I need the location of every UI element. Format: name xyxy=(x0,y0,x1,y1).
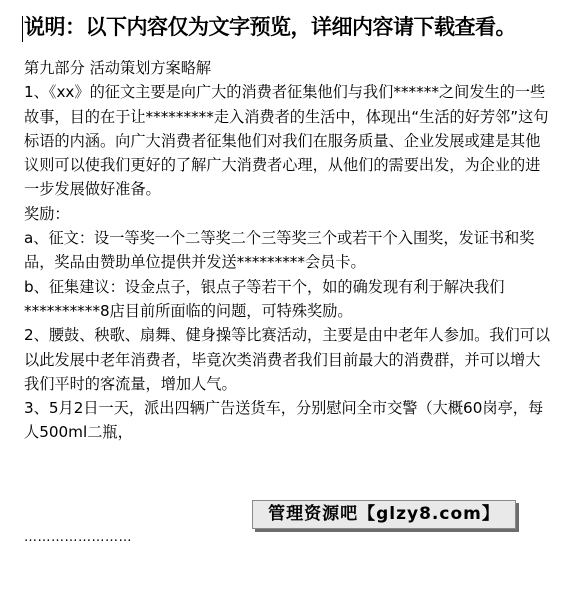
watermark-banner: 管理资源吧【glzy8.com】 xyxy=(252,500,516,529)
trailing-dots: …………………… xyxy=(24,530,132,545)
preview-notice: 说明：以下内容仅为文字预览，详细内容请下载查看。 xyxy=(24,15,516,39)
paragraph-reward-heading: 奖励： xyxy=(24,204,70,223)
section-title: 第九部分 活动策划方案略解 xyxy=(24,59,212,77)
paragraph-2: 2、腰鼓、秧歌、扇舞、健身操等比赛活动，主要是由中老年人参加。我们可以以此发展中老年消费者，毕竟次类消费者我们目前最大的消费群，并可以增大我们平时的客流量，增加人气。 xyxy=(24,326,551,393)
paragraph-3: 3、5月2日一天，派出四辆广告送货车，分别慰问全市交警（大概60岗亭，每人500ml二瓶， xyxy=(24,399,544,442)
paragraph-1: 1、《xx》的征文主要是向广大的消费者征集他们与我们******之间发生的一些故事，目的在于让*********走入消费者的生活中，体现出“生活的好芳邻”这句标语的内涵。向广大消费者征集他们对我们在服务质量、企业发展或建是其他议则可以使我们更好的了解广大消费者心理，从他们的需要出发，为企业的进一步发展做好准备。 xyxy=(24,83,549,199)
document-body xyxy=(24,56,554,445)
paragraph-b: b、征集建议：设金点子，银点子等若干个，如的确发现有利于解决我们**********8店目前所面临的问题，可特殊奖励。 xyxy=(24,277,505,320)
text-cursor xyxy=(22,16,23,42)
paragraph-a: a、征文：设一等奖一个二等奖二个三等奖三个或若干个入围奖，发证书和奖品，奖品由赞助单位提供并发送*********会员卡。 xyxy=(24,229,535,272)
